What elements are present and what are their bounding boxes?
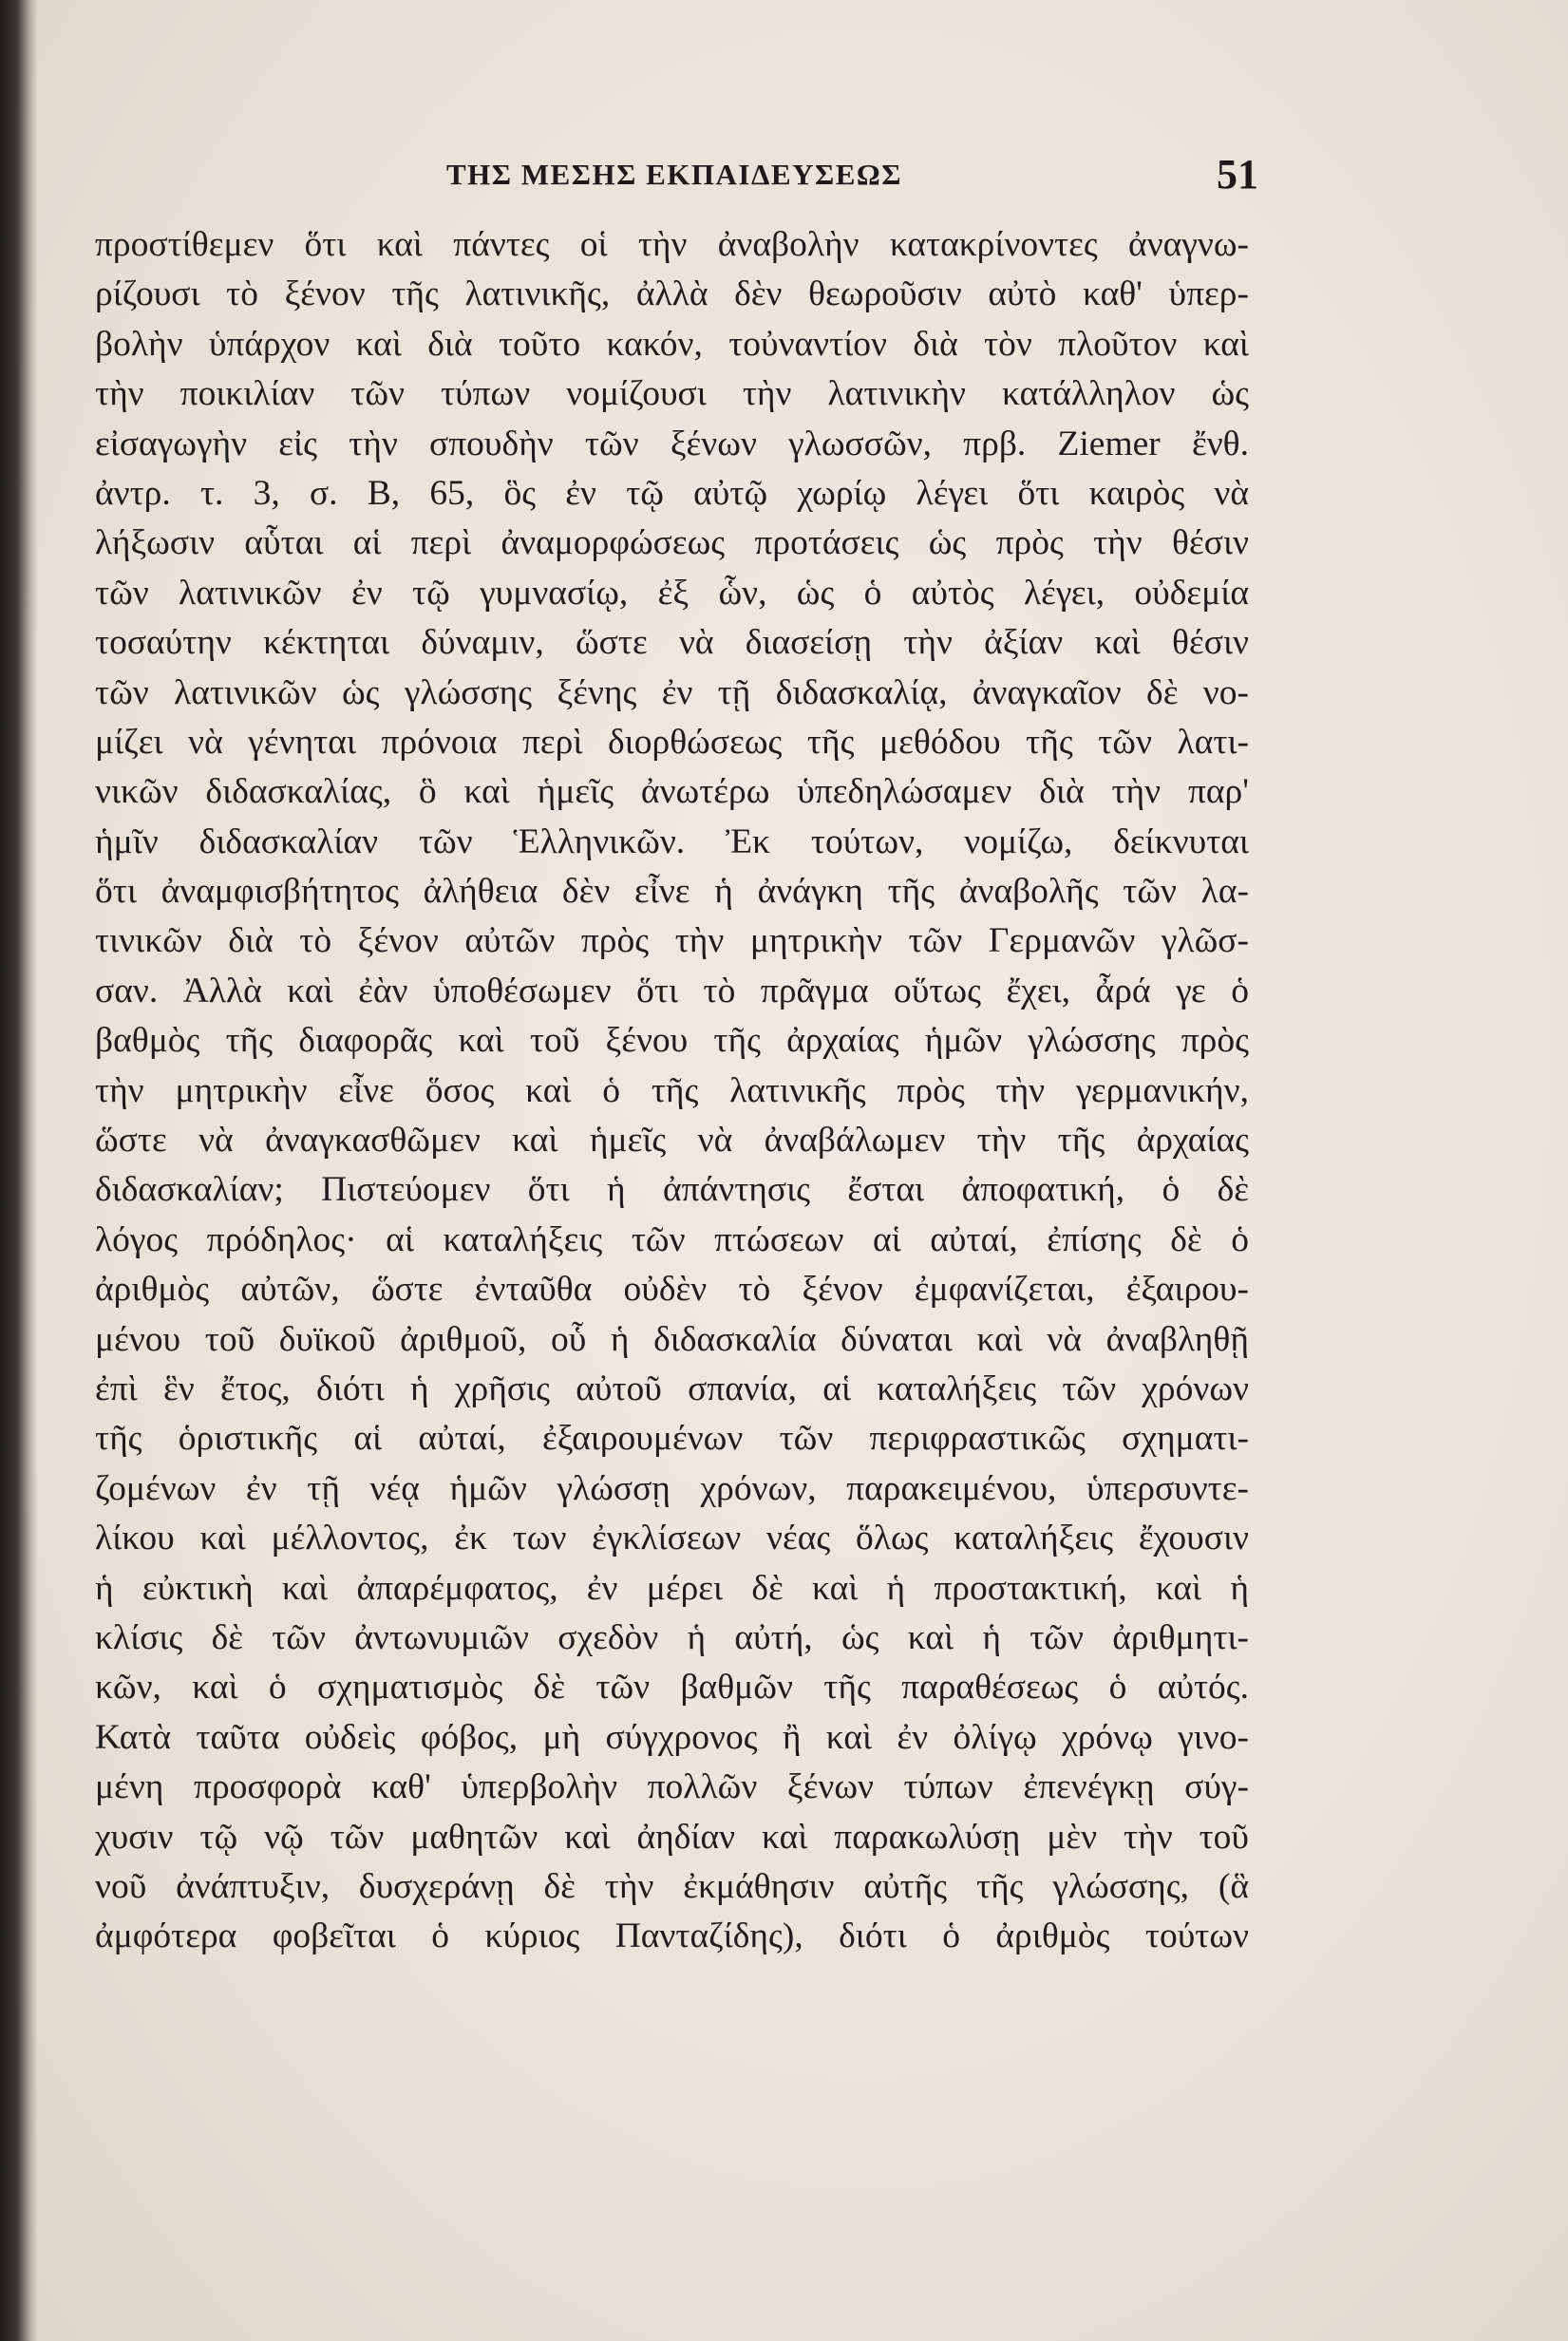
text-line: τινικῶν διὰ τὸ ξένον αὐτῶν πρὸς τὴν μητρικὴν τῶν Γερμανῶν γλῶσ- bbox=[95, 921, 1249, 961]
text-line: τῶν λατινικῶν ἐν τῷ γυμνασίῳ, ἐξ ὧν, ὡς ὁ αὐτὸς λέγει, οὐδεμία bbox=[95, 573, 1249, 613]
text-line: νοῦ ἀνάπτυξιν, δυσχεράνῃ δὲ τὴν ἐκμάθησιν αὐτῆς τῆς γλώσσης, (ἃ bbox=[95, 1866, 1249, 1906]
text-line: ζομένων ἐν τῇ νέᾳ ἡμῶν γλώσσῃ χρόνων, παρακειμένου, ὑπερσυντε- bbox=[95, 1468, 1249, 1508]
text-line: μένου τοῦ δυϊκοῦ ἀριθμοῦ, οὗ ἡ διδασκαλία δύναται καὶ νὰ ἀναβληθῇ bbox=[95, 1319, 1249, 1359]
text-line: λίκου καὶ μέλλοντος, ἐκ των ἐγκλίσεων νέας ὅλως καταλήξεις ἔχουσιν bbox=[95, 1519, 1249, 1558]
text-line: σαν. Ἀλλὰ καὶ ἐὰν ὑποθέσωμεν ὅτι τὸ πρᾶγμα οὕτως ἔχει, ἆρά γε ὁ bbox=[95, 971, 1249, 1010]
text-line: ὥστε νὰ ἀναγκασθῶμεν καὶ ἡμεῖς νὰ ἀναβάλωμεν τὴν τῆς ἀρχαίας bbox=[95, 1121, 1249, 1161]
running-title: ΤΗΣ ΜΕΣΗΣ ΕΚΠΑΙΔΕΥΣΕΩΣ bbox=[445, 158, 903, 191]
text-line: ὅτι ἀναμφισβήτητος ἀλήθεια δὲν εἶνε ἡ ἀνάγκη τῆς ἀναβολῆς τῶν λα- bbox=[95, 872, 1249, 912]
text-line: τῶν λατινικῶν ὡς γλώσσης ξένης ἐν τῇ διδασκαλίᾳ, ἀναγκαῖον δὲ νο- bbox=[95, 672, 1249, 712]
text-line: χυσιν τῷ νῷ τῶν μαθητῶν καὶ ἀηδίαν καὶ παρακωλύσῃ μὲν τὴν τοῦ bbox=[95, 1817, 1249, 1857]
text-line: ἀντρ. τ. 3, σ. B, 65, ὃς ἐν τῷ αὐτῷ χωρίῳ λέγει ὅτι καιρὸς νὰ bbox=[95, 473, 1249, 513]
text-line: λόγος πρόδηλος· αἱ καταλήξεις τῶν πτώσεων αἱ αὐταί, ἐπίσης δὲ ὁ bbox=[95, 1219, 1249, 1259]
page-header bbox=[90, 150, 1258, 198]
text-line: προστίθεμεν ὅτι καὶ πάντες οἱ τὴν ἀναβολὴν κατακρίνοντες ἀναγνω- bbox=[95, 225, 1249, 264]
text-line: ἀμφότερα φοβεῖται ὁ κύριος Πανταζίδης), διότι ὁ ἀριθμὸς τούτων bbox=[95, 1916, 1249, 1956]
body-text bbox=[95, 220, 1249, 1962]
text-line: τοσαύτην κέκτηται δύναμιν, ὥστε νὰ διασείσῃ τὴν ἀξίαν καὶ θέσιν bbox=[95, 623, 1249, 663]
text-line: βολὴν ὑπάρχον καὶ διὰ τοῦτο κακόν, τοὐναντίον διὰ τὸν πλοῦτον καὶ bbox=[95, 324, 1249, 364]
text-line: νικῶν διδασκαλίας, ὃ καὶ ἡμεῖς ἀνωτέρω ὑπεδηλώσαμεν διὰ τὴν παρ' bbox=[95, 772, 1249, 812]
text-line: ἐπὶ ἓν ἔτος, διότι ἡ χρῆσις αὐτοῦ σπανία, αἱ καταλήξεις τῶν χρόνων bbox=[95, 1369, 1249, 1408]
text-line: λήξωσιν αὗται αἱ περὶ ἀναμορφώσεως προτάσεις ὡς πρὸς τὴν θέσιν bbox=[95, 523, 1249, 563]
page-number: 51 bbox=[1217, 151, 1258, 198]
text-line: βαθμὸς τῆς διαφορᾶς καὶ τοῦ ξένου τῆς ἀρχαίας ἡμῶν γλώσσης πρὸς bbox=[95, 1021, 1249, 1061]
text-line: τῆς ὁριστικῆς αἱ αὐταί, ἐξαιρουμένων τῶν περιφραστικῶς σχηματι- bbox=[95, 1419, 1249, 1459]
text-line: ἡ εὐκτικὴ καὶ ἀπαρέμφατος, ἐν μέρει δὲ καὶ ἡ προστακτική, καὶ ἡ bbox=[95, 1568, 1249, 1608]
text-line: ἡμῖν διδασκαλίαν τῶν Ἑλληνικῶν. Ἐκ τούτων, νομίζω, δείκνυται bbox=[95, 821, 1249, 861]
text-line: Κατὰ ταῦτα οὐδεὶς φόβος, μὴ σύγχρονος ἢ καὶ ἐν ὀλίγῳ χρόνῳ γινο- bbox=[95, 1717, 1249, 1757]
text-line: διδασκαλίαν; Πιστεύομεν ὅτι ἡ ἀπάντησις ἔσται ἀποφατική, ὁ δὲ bbox=[95, 1170, 1249, 1210]
text-line: τὴν ποικιλίαν τῶν τύπων νομίζουσι τὴν λατινικὴν κατάλληλον ὡς bbox=[95, 374, 1249, 414]
text-line: μένη προσφορὰ καθ' ὑπερβολὴν πολλῶν ξένων τύπων ἐπενέγκῃ σύγ- bbox=[95, 1767, 1249, 1807]
binding-shadow bbox=[0, 0, 38, 2341]
text-line: τὴν μητρικὴν εἶνε ὅσος καὶ ὁ τῆς λατινικῆς πρὸς τὴν γερμανικήν, bbox=[95, 1070, 1249, 1110]
text-line: ρίζουσι τὸ ξένον τῆς λατινικῆς, ἀλλὰ δὲν θεωροῦσιν αὐτὸ καθ' ὑπερ- bbox=[95, 274, 1249, 314]
text-line: ἀριθμὸς αὐτῶν, ὥστε ἐνταῦθα οὐδὲν τὸ ξένον ἐμφανίζεται, ἐξαιρου- bbox=[95, 1270, 1249, 1310]
text-line: εἰσαγωγὴν εἰς τὴν σπουδὴν τῶν ξένων γλωσσῶν, πρβ. Ziemer ἔνθ. bbox=[95, 424, 1249, 463]
text-line: κῶν, καὶ ὁ σχηματισμὸς δὲ τῶν βαθμῶν τῆς παραθέσεως ὁ αὐτός. bbox=[95, 1668, 1249, 1708]
text-line: κλίσις δὲ τῶν ἀντωνυμιῶν σχεδὸν ἡ αὐτή, ὡς καὶ ἡ τῶν ἀριθμητι- bbox=[95, 1617, 1249, 1657]
text-line: μίζει νὰ γένηται πρόνοια περὶ διορθώσεως τῆς μεθόδου τῆς τῶν λατι- bbox=[95, 722, 1249, 762]
